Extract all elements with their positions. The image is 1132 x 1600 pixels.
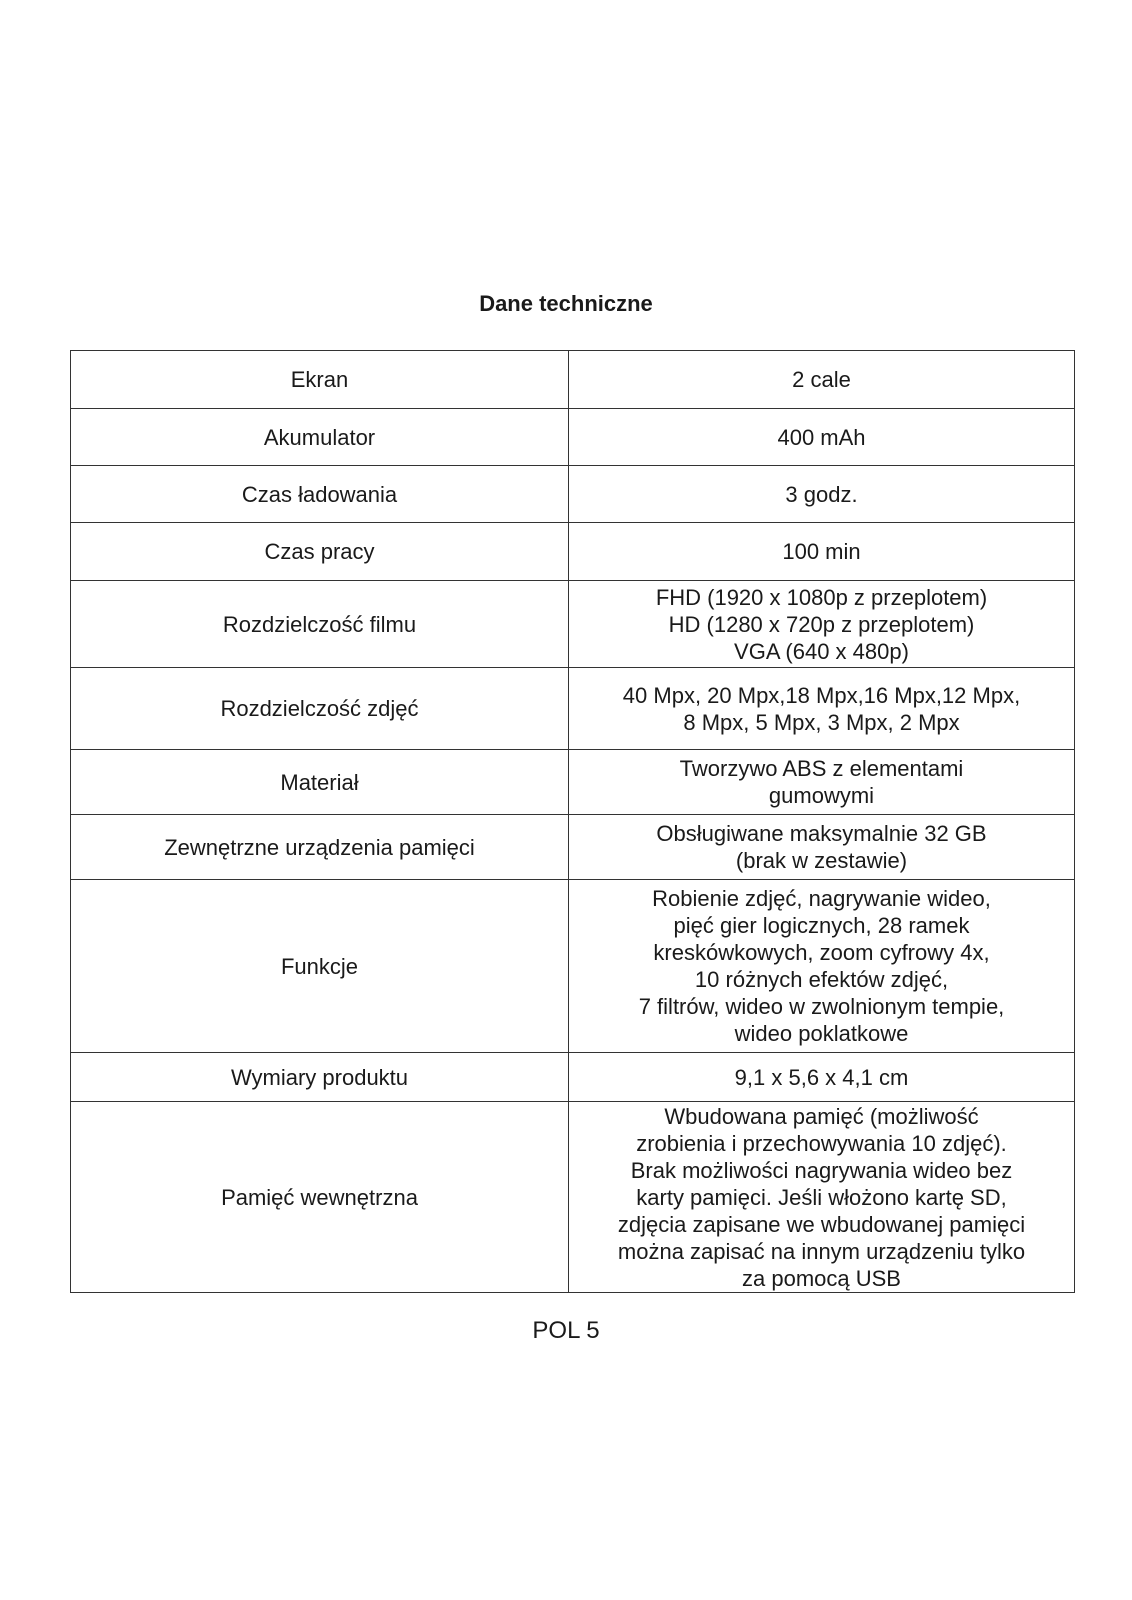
table-row	[71, 351, 1075, 409]
row-label: Zewnętrzne urządzenia pamięci	[71, 815, 569, 880]
value-line: 2 cale	[792, 367, 851, 392]
row-value	[569, 880, 1075, 1053]
row-value	[569, 815, 1075, 880]
row-value	[569, 523, 1075, 581]
row-label: Czas pracy	[71, 523, 569, 581]
value-line: 7 filtrów, wideo w zwolnionym tempie,	[638, 994, 1005, 1019]
value-line: 9,1 x 5,6 x 4,1 cm	[734, 1064, 909, 1090]
value-line: Wbudowana pamięć (możliwość	[664, 1103, 979, 1129]
value-line: 40 Mpx, 20 Mpx,18 Mpx,16 Mpx,12 Mpx,	[622, 682, 1021, 708]
row-label: Pamięć wewnętrzna	[71, 1102, 569, 1293]
value-line: 3 godz.	[785, 481, 858, 507]
value-line: Brak możliwości nagrywania wideo bez	[630, 1157, 1013, 1183]
row-value	[569, 1053, 1075, 1102]
page-title: Dane techniczne	[479, 291, 653, 316]
row-value	[569, 668, 1075, 750]
value-line: Tworzywo ABS z elementami	[679, 756, 964, 781]
row-label: Ekran	[71, 351, 569, 409]
row-label: Akumulator	[71, 409, 569, 466]
table-row	[71, 523, 1075, 581]
row-value	[569, 466, 1075, 523]
value-line: (brak w zestawie)	[735, 848, 908, 873]
table-row	[71, 1053, 1075, 1102]
value-line: karty pamięci. Jeśli włożono kartę SD,	[636, 1184, 1007, 1210]
table-row	[71, 668, 1075, 750]
value-line: zdjęcia zapisane we wbudowanej pamięci	[617, 1211, 1026, 1237]
value-line: VGA (640 x 480p)	[734, 638, 909, 664]
table-row	[71, 1102, 1075, 1293]
value-line: Obsługiwane maksymalnie 32 GB	[656, 821, 987, 846]
value-line: pięć gier logicznych, 28 ramek	[673, 913, 970, 938]
value-line: FHD (1920 x 1080p z przeplotem)	[655, 584, 988, 610]
table-row	[71, 880, 1075, 1053]
row-label: Wymiary produktu	[71, 1053, 569, 1102]
value-line: 400 mAh	[777, 424, 866, 450]
table-row	[71, 466, 1075, 523]
value-line: gumowymi	[768, 783, 875, 808]
row-label: Materiał	[71, 750, 569, 815]
value-line: kreskówkowych, zoom cyfrowy 4x,	[653, 940, 990, 965]
spec-table	[70, 350, 1075, 1293]
row-label: Rozdzielczość zdjęć	[71, 668, 569, 750]
value-line: zrobienia i przechowywania 10 zdjęć).	[636, 1130, 1007, 1156]
value-line: 10 różnych efektów zdjęć,	[694, 967, 949, 992]
table-row	[71, 750, 1075, 815]
row-value	[569, 351, 1075, 409]
value-line: HD (1280 x 720p z przeplotem)	[668, 611, 975, 637]
value-line: za pomocą USB	[742, 1265, 901, 1291]
table-row	[71, 409, 1075, 466]
value-line: 100 min	[782, 539, 861, 564]
value-line: 8 Mpx, 5 Mpx, 3 Mpx, 2 Mpx	[683, 709, 960, 735]
value-line: Robienie zdjęć, nagrywanie wideo,	[652, 886, 991, 911]
row-value	[569, 409, 1075, 466]
row-value	[569, 581, 1075, 668]
row-label: Funkcje	[71, 880, 569, 1053]
table-row	[71, 581, 1075, 668]
row-label: Rozdzielczość filmu	[71, 581, 569, 668]
row-label: Czas ładowania	[71, 466, 569, 523]
value-line: wideo poklatkowe	[734, 1021, 909, 1046]
row-value	[569, 1102, 1075, 1293]
value-line: można zapisać na innym urządzeniu tylko	[617, 1238, 1026, 1264]
table-row	[71, 815, 1075, 880]
page-number: POL 5	[532, 1317, 600, 1344]
row-value	[569, 750, 1075, 815]
